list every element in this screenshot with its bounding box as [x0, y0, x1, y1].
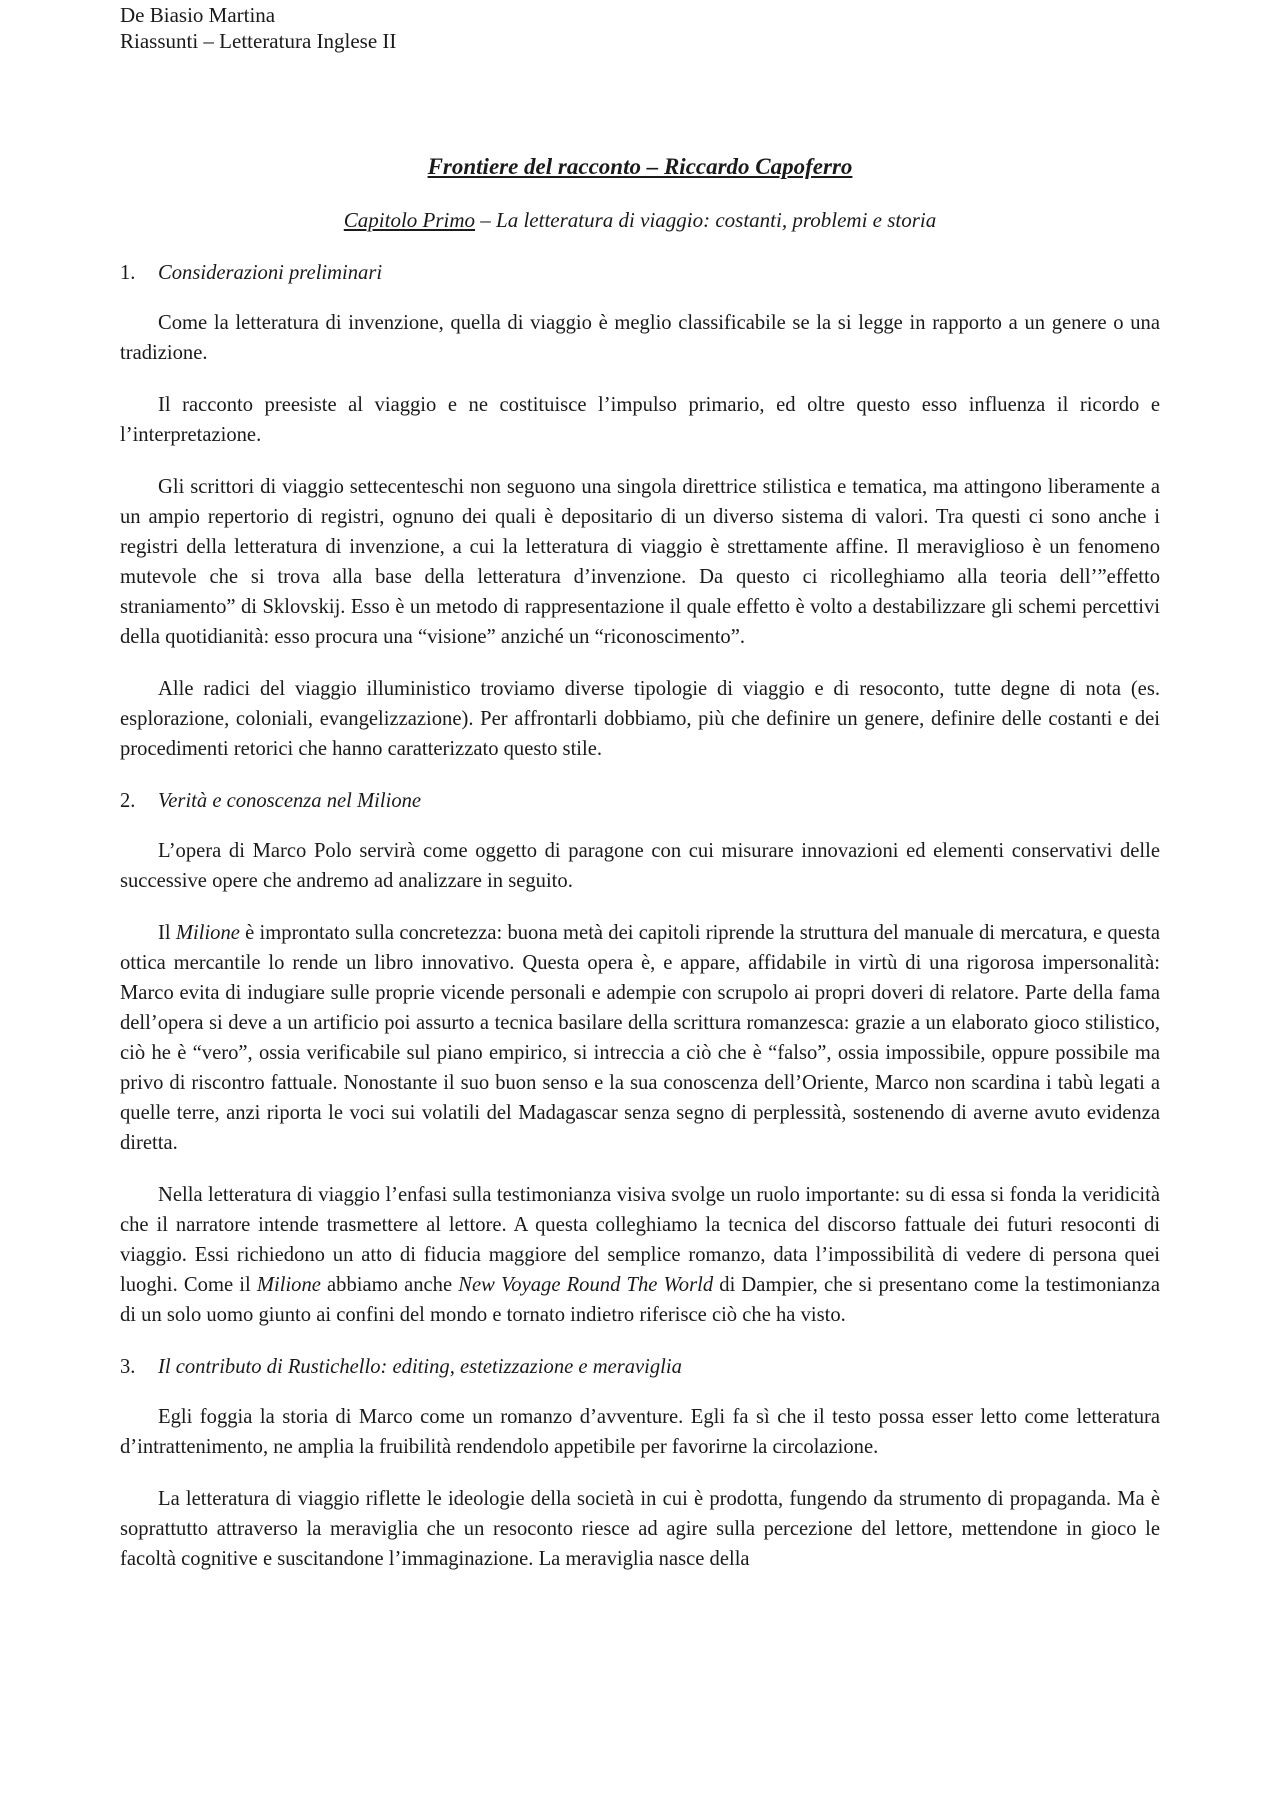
paragraph	[120, 918, 1160, 1158]
italic-title: New Voyage Round The World	[458, 1274, 714, 1296]
section-title: Il contributo di Rustichello: editing, estetizzazione e meraviglia	[158, 1356, 682, 1378]
chapter-heading	[120, 207, 1160, 233]
paragraph: L’opera di Marco Polo servirà come oggetto di paragone con cui misurare innovazioni ed elementi conservativi delle successive opere che andremo ad analizzare in seguito.	[120, 840, 1160, 892]
italic-title: Milione	[175, 922, 240, 944]
paragraph: Come la letteratura di invenzione, quella di viaggio è meglio classificabile se la si legge in rapporto a un genere o una tradizione.	[120, 312, 1160, 364]
section-number: 2.	[120, 790, 136, 812]
document-body	[120, 258, 1160, 1596]
text-run: di Dampier, che si presentano come la testimonianza di un solo uomo giunto ai confini del mondo e tornato indietro riferisce ciò che ha visto.	[120, 1274, 1160, 1326]
paragraph: Gli scrittori di viaggio settecenteschi non seguono una singola direttrice stilistica e tematica, ma attingono liberamente a un ampio repertorio di registri, ognuno dei quali è depositario di un diverso sistema di valori. Tra questi ci sono anche i registri della letteratura di invenzione, a cui la letteratura di viaggio è strettamente affine. Il meraviglioso è un fenomeno mutevole che si trova alla base della letteratura d’invenzione. Da questo ci ricolleghiamo alla teoria dell’”effetto straniamento” di Sklovskij. Esso è un metodo di rappresentazione il quale effetto è volto a destabilizzare gli schemi percettivi della quotidianità: esso procura una “visione” anziché un “riconoscimento”.	[120, 476, 1160, 648]
paragraph: Egli foggia la storia di Marco come un romanzo d’avventure. Egli fa sì che il testo possa esser letto come letteratura d’intrattenimento, ne amplia la fruibilità rendendolo appetibile per favorirne la circolazione.	[120, 1406, 1160, 1458]
paragraph: La letteratura di viaggio riflette le ideologie della società in cui è prodotta, fungendo da strumento di propaganda. Ma è soprattutto attraverso la meraviglia che un resoconto riesce ad agire sulla percezione del lettore, mettendone in gioco le facoltà cognitive e suscitandone l’immaginazione. La meraviglia nasce della	[120, 1488, 1160, 1570]
chapter-number: Capitolo Primo	[343, 208, 476, 232]
text-run: abbiamo anche	[320, 1274, 459, 1296]
section-heading	[120, 1352, 1160, 1382]
text-run: Il	[158, 922, 176, 944]
paragraph: Alle radici del viaggio illuministico troviamo diverse tipologie di viaggio e di resoconto, tutte degne di nota (es. esplorazione, coloniali, evangelizzazione). Per affrontarli dobbiamo, più che definire un genere, definire delle costanti e dei procedimenti retorici che hanno caratterizzato questo stile.	[120, 678, 1160, 760]
section-heading	[120, 258, 1160, 288]
section-number: 1.	[120, 262, 136, 284]
paragraph: Il racconto preesiste al viaggio e ne costituisce l’impulso primario, ed oltre questo esso influenza il ricordo e l’interpretazione.	[120, 394, 1160, 446]
header-subtitle: Riassunti – Letteratura Inglese II	[120, 29, 397, 53]
chapter-subtitle: La letteratura di viaggio: costanti, problemi e storia	[496, 208, 937, 232]
text-run: è improntato sulla concretezza: buona metà dei capitoli riprende la struttura del manuale di mercatura, e questa ottica mercantile lo rende un libro innovativo. Questa opera è, e appare, affidabile in virtù di una rigorosa impersonalità: Marco evita di indugiare sulle proprie vicende personali e adempie con scrupolo ai propri doveri di relatore. Parte della fama dell’opera si deve a un artificio poi assurto a tecnica basilare della scrittura romanzesca: grazie a un elaborato gioco stilistico, ciò he è “vero”, ossia verificabile sul piano empirico, si intreccia a ciò che è “falso”, ossia impossibile, oppure possibile ma privo di riscontro fattuale. Nonostante il suo buon senso e la sua conoscenza dell’Oriente, Marco non scardina i tabù legati a quelle terre, anzi riporta le voci sui volatili del Madagascar senza segno di perplessità, sostenendo di averne avuto evidenza diretta.	[120, 922, 1160, 1154]
paragraph	[120, 1180, 1160, 1330]
page-header	[120, 2, 396, 54]
section-number: 3.	[120, 1356, 136, 1378]
section-title: Verità e conoscenza nel Milione	[158, 790, 422, 812]
text-run: Nella letteratura di viaggio l’enfasi sulla testimonianza visiva svolge un ruolo importante: su di essa si fonda la veridicità che il narratore intende trasmettere al lettore. A questa colleghiamo la tecnica del discorso fattuale dei futuri resoconti di viaggio. Essi richiedono un atto di fiducia maggiore del semplice romanzo, data l’impossibilità di vedere di persona quei luoghi. Come il	[120, 1184, 1160, 1296]
section-title: Considerazioni preliminari	[158, 262, 383, 284]
section-heading	[120, 786, 1160, 816]
italic-title: Milione	[256, 1274, 321, 1296]
header-author: De Biasio Martina	[120, 3, 276, 27]
document-title: Frontiere del racconto – Riccardo Capoferro	[427, 154, 853, 179]
chapter-dash: –	[475, 208, 497, 232]
